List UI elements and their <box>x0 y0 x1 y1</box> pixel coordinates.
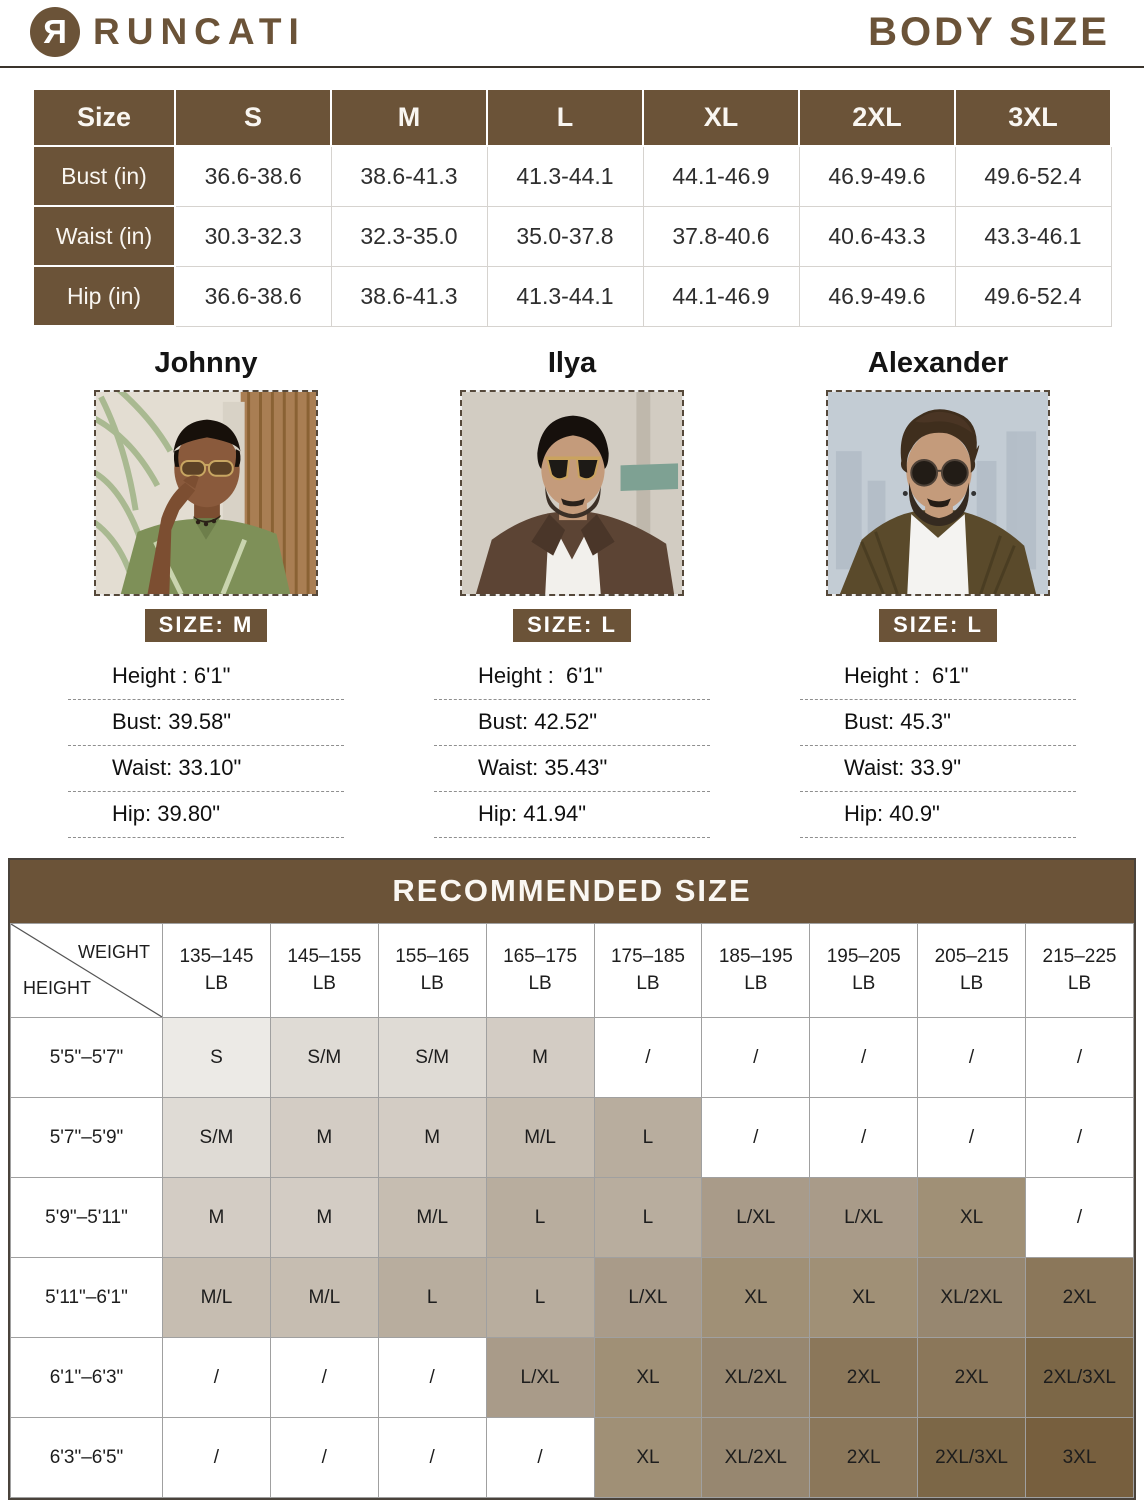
measurements-list <box>434 654 710 838</box>
rec-size-cell: 3XL <box>1026 1418 1134 1498</box>
rec-size-cell: L <box>594 1178 702 1258</box>
rec-size-cell: XL <box>594 1338 702 1418</box>
rec-size-cell: XL <box>918 1178 1026 1258</box>
measurement-item: Height : 6'1" <box>800 654 1076 700</box>
measurements-list <box>800 654 1076 838</box>
waist-row <box>33 206 1111 266</box>
rec-size-cell: / <box>163 1338 271 1418</box>
weight-range: 195–205 <box>826 945 901 967</box>
rec-size-cell: M <box>163 1178 271 1258</box>
size-col-header: L <box>487 89 643 146</box>
rec-size-cell: / <box>486 1418 594 1498</box>
weight-header-row <box>11 924 1134 1018</box>
weight-range: 135–145 <box>179 945 254 967</box>
measurement-item: Waist: 35.43" <box>434 746 710 792</box>
measure-row-label: Bust (in) <box>33 146 175 206</box>
rec-size-cell: / <box>810 1098 918 1178</box>
rec-size-cell: / <box>918 1018 1026 1098</box>
size-badge: SIZE: L <box>879 609 997 642</box>
model-name: Johnny <box>154 347 258 379</box>
rec-size-cell: / <box>1026 1098 1134 1178</box>
rec-size-cell: 2XL/3XL <box>1026 1338 1134 1418</box>
measure-cell: 40.6-43.3 <box>799 206 955 266</box>
recommended-size-table <box>10 923 1134 1498</box>
measurement-item: Hip: 40.9" <box>800 792 1076 838</box>
weight-col-header <box>918 924 1026 1018</box>
rec-size-cell: 2XL <box>918 1338 1026 1418</box>
measure-cell: 49.6-52.4 <box>955 146 1111 206</box>
model-name: Ilya <box>547 347 597 379</box>
rec-size-cell: 2XL <box>810 1338 918 1418</box>
measure-cell: 38.6-41.3 <box>331 266 487 326</box>
body-size-table <box>32 88 1112 327</box>
weight-col-header <box>163 924 271 1018</box>
height-row-label: 5'7"–5'9" <box>11 1098 163 1178</box>
weight-col-header <box>1026 924 1134 1018</box>
models-section <box>0 347 1144 838</box>
recommended-size-section <box>8 858 1136 1500</box>
weight-col-header <box>378 924 486 1018</box>
model-photo-illustration <box>828 392 1048 594</box>
measurement-item: Hip: 39.80" <box>68 792 344 838</box>
rec-size-cell: M/L <box>486 1098 594 1178</box>
rec-size-cell: XL <box>594 1418 702 1498</box>
rec-size-cell: / <box>378 1418 486 1498</box>
rec-size-cell: XL/2XL <box>702 1418 810 1498</box>
rec-size-cell: L <box>486 1258 594 1338</box>
weight-unit: LB <box>204 972 229 994</box>
rec-size-cell: L/XL <box>486 1338 594 1418</box>
rec-size-cell: / <box>1026 1178 1134 1258</box>
measure-cell: 41.3-44.1 <box>487 266 643 326</box>
weight-col-header <box>270 924 378 1018</box>
weight-range: 215–225 <box>1042 945 1117 967</box>
rec-size-cell: / <box>1026 1018 1134 1098</box>
measurement-item: Bust: 45.3" <box>800 700 1076 746</box>
rec-size-cell: M <box>270 1098 378 1178</box>
rec-size-cell: L <box>378 1258 486 1338</box>
measurement-item: Waist: 33.10" <box>68 746 344 792</box>
weight-range: 175–185 <box>610 945 685 967</box>
rec-size-cell: 2XL <box>810 1418 918 1498</box>
rec-row <box>11 1418 1134 1498</box>
rec-size-cell: / <box>702 1018 810 1098</box>
rec-size-cell: L/XL <box>702 1178 810 1258</box>
weight-unit: LB <box>852 972 876 994</box>
rec-size-cell: L <box>486 1178 594 1258</box>
rec-size-cell: XL/2XL <box>918 1258 1026 1338</box>
measure-cell: 38.6-41.3 <box>331 146 487 206</box>
weight-range: 165–175 <box>503 945 578 967</box>
recommended-size-title: RECOMMENDED SIZE <box>10 860 1134 923</box>
model-card-alexander <box>760 347 1116 838</box>
model-card-ilya <box>394 347 750 838</box>
rec-size-cell: L/XL <box>594 1258 702 1338</box>
rec-size-cell: XL <box>810 1258 918 1338</box>
height-row-label: 6'1"–6'3" <box>11 1338 163 1418</box>
weight-height-corner <box>11 924 163 1018</box>
rec-size-cell: M/L <box>378 1178 486 1258</box>
measure-cell: 35.0-37.8 <box>487 206 643 266</box>
height-row-label: 5'11"–6'1" <box>11 1258 163 1338</box>
size-col-header: S <box>175 89 331 146</box>
rec-row <box>11 1338 1134 1418</box>
measure-cell: 46.9-49.6 <box>799 266 955 326</box>
rec-size-cell: 2XL/3XL <box>918 1418 1026 1498</box>
model-card-johnny <box>28 347 384 838</box>
model-photo-illustration <box>462 392 682 594</box>
rec-size-cell: M/L <box>270 1258 378 1338</box>
weight-range: 155–165 <box>395 945 470 967</box>
rec-size-cell: M <box>486 1018 594 1098</box>
rec-size-cell: M <box>378 1098 486 1178</box>
weight-range: 185–195 <box>718 945 793 967</box>
measure-cell: 36.6-38.6 <box>175 146 331 206</box>
weight-col-header <box>702 924 810 1018</box>
rec-size-cell: / <box>270 1418 378 1498</box>
rec-size-cell: S/M <box>163 1098 271 1178</box>
page-title: BODY SIZE <box>868 9 1110 54</box>
rec-row <box>11 1018 1134 1098</box>
runcati-logo-icon <box>30 7 80 57</box>
corner-weight-label: WEIGHT <box>78 942 150 962</box>
size-col-header: 3XL <box>955 89 1111 146</box>
rec-size-cell: M <box>270 1178 378 1258</box>
weight-unit: LB <box>420 972 444 994</box>
weight-col-header <box>810 924 918 1018</box>
measure-cell: 32.3-35.0 <box>331 206 487 266</box>
rec-size-cell: L <box>594 1098 702 1178</box>
rec-size-cell: M/L <box>163 1258 271 1338</box>
size-header-row <box>33 89 1111 146</box>
rec-size-cell: S <box>163 1018 271 1098</box>
weight-unit: LB <box>528 972 552 994</box>
rec-size-cell: / <box>163 1418 271 1498</box>
measurement-item: Hip: 41.94" <box>434 792 710 838</box>
height-row-label: 5'9"–5'11" <box>11 1178 163 1258</box>
rec-row <box>11 1258 1134 1338</box>
model-photo-ilya <box>460 390 684 596</box>
weight-unit: LB <box>312 972 336 994</box>
size-col-header: M <box>331 89 487 146</box>
rec-size-cell: / <box>702 1098 810 1178</box>
measure-row-label: Hip (in) <box>33 266 175 326</box>
measurement-item: Height : 6'1" <box>68 654 344 700</box>
rec-size-cell: / <box>918 1098 1026 1178</box>
measure-cell: 49.6-52.4 <box>955 266 1111 326</box>
measurement-item: Bust: 42.52" <box>434 700 710 746</box>
rec-size-cell: / <box>378 1338 486 1418</box>
hip-row <box>33 266 1111 326</box>
size-badge: SIZE: L <box>513 609 631 642</box>
model-name: Alexander <box>867 347 1009 379</box>
corner-height-label: HEIGHT <box>23 978 92 998</box>
weight-col-header <box>594 924 702 1018</box>
measure-cell: 37.8-40.6 <box>643 206 799 266</box>
rec-row <box>11 1098 1134 1178</box>
height-row-label: 5'5"–5'7" <box>11 1018 163 1098</box>
header-bar <box>0 0 1144 68</box>
measure-cell: 43.3-46.1 <box>955 206 1111 266</box>
size-col-header: XL <box>643 89 799 146</box>
diagonal-divider <box>11 924 162 1017</box>
rec-size-cell: L/XL <box>810 1178 918 1258</box>
rec-size-cell: S/M <box>378 1018 486 1098</box>
rec-size-cell: 2XL <box>1026 1258 1134 1338</box>
weight-unit: LB <box>959 972 984 994</box>
weight-unit: LB <box>636 972 660 994</box>
measurements-list <box>68 654 344 838</box>
size-col-header: 2XL <box>799 89 955 146</box>
height-row-label: 6'3"–6'5" <box>11 1418 163 1498</box>
weight-unit: LB <box>1067 972 1092 994</box>
rec-size-cell: / <box>270 1338 378 1418</box>
rec-size-cell: / <box>810 1018 918 1098</box>
measure-cell: 44.1-46.9 <box>643 266 799 326</box>
bust-row <box>33 146 1111 206</box>
brand <box>30 7 306 57</box>
rec-size-cell: / <box>594 1018 702 1098</box>
measure-row-label: Waist (in) <box>33 206 175 266</box>
weight-col-header <box>486 924 594 1018</box>
rec-size-cell: S/M <box>270 1018 378 1098</box>
size-badge: SIZE: M <box>145 609 268 642</box>
measure-cell: 41.3-44.1 <box>487 146 643 206</box>
rec-size-cell: XL <box>702 1258 810 1338</box>
measure-cell: 46.9-49.6 <box>799 146 955 206</box>
measure-cell: 36.6-38.6 <box>175 266 331 326</box>
logo-letter: R <box>43 13 67 50</box>
measurement-item: Bust: 39.58" <box>68 700 344 746</box>
rec-size-cell: XL/2XL <box>702 1338 810 1418</box>
model-photo-alexander <box>826 390 1050 596</box>
weight-range: 145–155 <box>287 945 362 967</box>
rec-row <box>11 1178 1134 1258</box>
measurement-item: Waist: 33.9" <box>800 746 1076 792</box>
model-photo-illustration <box>96 392 316 594</box>
measurement-item: Height : 6'1" <box>434 654 710 700</box>
brand-name: RUNCATI <box>93 11 306 52</box>
measure-cell: 44.1-46.9 <box>643 146 799 206</box>
weight-unit: LB <box>744 972 768 994</box>
weight-range: 205–215 <box>934 945 1009 967</box>
size-col-header: Size <box>33 89 175 146</box>
measure-cell: 30.3-32.3 <box>175 206 331 266</box>
model-photo-johnny <box>94 390 318 596</box>
